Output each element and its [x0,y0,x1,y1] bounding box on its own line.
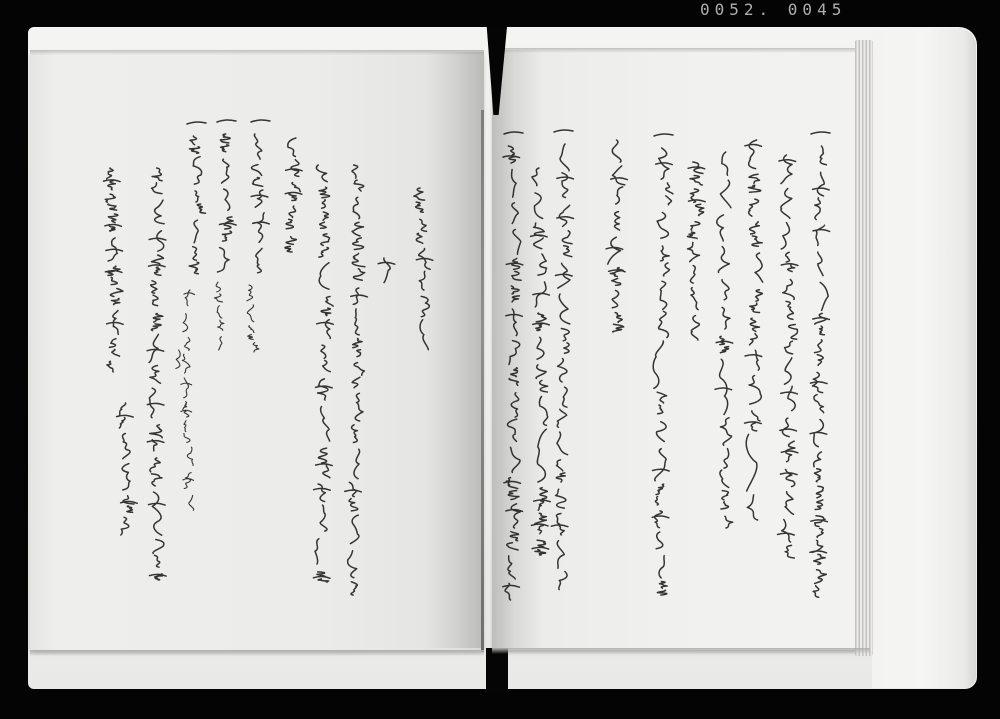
right-page-top-crease [492,48,870,53]
right-page-bottom-edge [492,648,870,654]
binding-notch-bottom [486,648,508,693]
gutter-center-line [481,110,484,652]
left-page-top-crease [30,50,484,55]
gutter-shadow-right [492,50,544,648]
fore-edge-page-stack [855,40,873,656]
left-page [30,50,484,650]
book-page-block-right-edge [872,28,976,688]
left-page-bottom-edge [30,650,484,656]
right-page [492,48,870,650]
gutter-shadow-left [426,52,484,648]
page-counter: 0052. 0045 [700,0,847,19]
